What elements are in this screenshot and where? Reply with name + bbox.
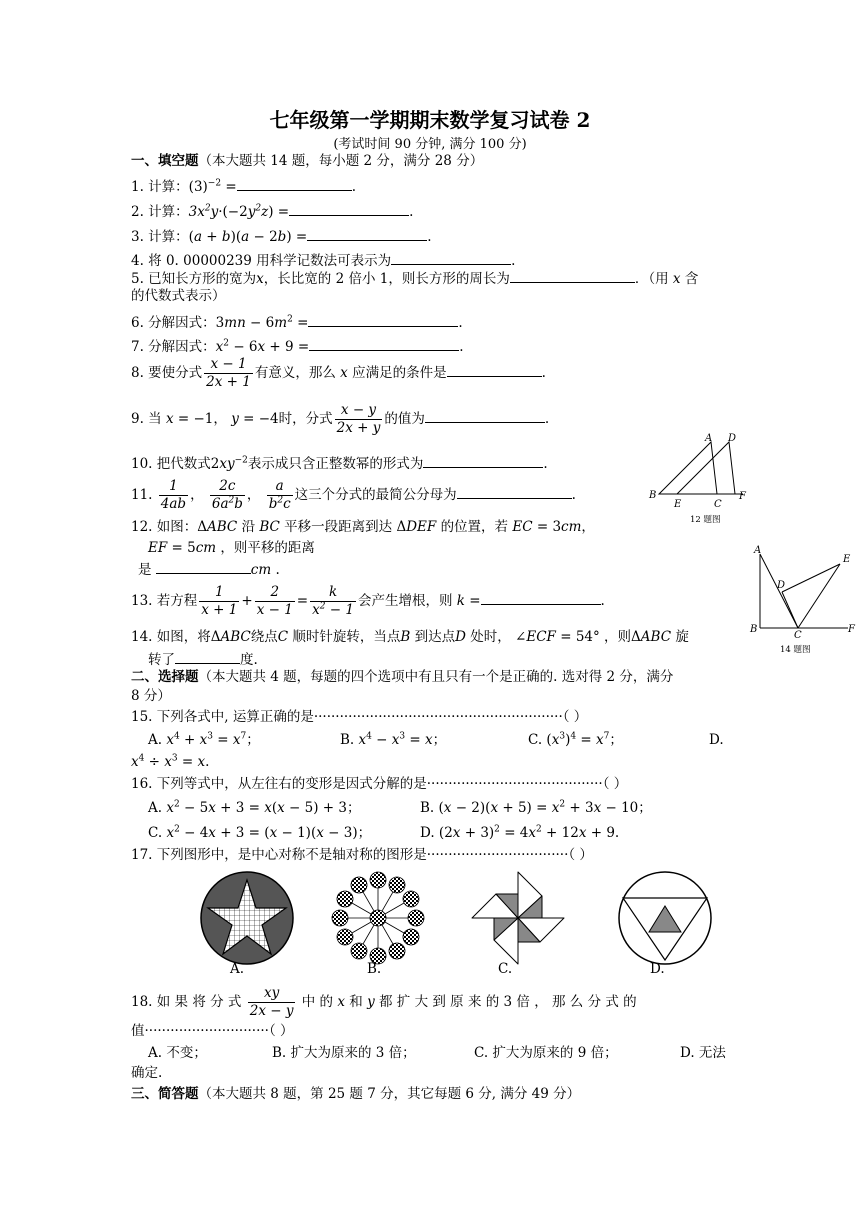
q10-part-a: 10. 把代数式 xyxy=(131,456,211,472)
q17-figure-d-triangle-icon[interactable] xyxy=(617,870,713,966)
q9-part-a: 9. 当 xyxy=(131,411,162,427)
q12-part-c: 平移一段距离到达 xyxy=(284,519,393,535)
question-5: 5. 已知长方形的宽为x，长比宽的 2 倍小 1，则长方形的周长为 ．（用 x 含 xyxy=(131,268,698,288)
q16-d-label: D. xyxy=(420,825,435,841)
q16-c-label: C. xyxy=(148,825,163,841)
question-11: 11. $\frac{1}{4ab}$ ， $\frac{2c}{6a^2b}$ ， $\frac{a}{b^2c}$ 这三个分式的最简公分母为 . xyxy=(131,478,576,512)
q12-part-h: . xyxy=(275,562,280,578)
q14-part-g: 旋 xyxy=(675,629,689,645)
q17-label-c: C. xyxy=(498,961,513,977)
q14-part-i: 度. xyxy=(240,652,258,668)
q8-part-a: 8. 要使分式 xyxy=(131,365,203,381)
q17-label-d: D. xyxy=(650,961,665,977)
q9-part-b: ， xyxy=(213,411,227,427)
q17-figure-c-pinwheel-icon[interactable] xyxy=(470,870,566,966)
q12-part-e: ， xyxy=(581,519,595,535)
q8-fraction: $\frac{x - 1}{2x + 1}$ xyxy=(206,356,251,390)
q1-lead: 1. 计算： xyxy=(131,179,189,195)
figure-12-translation-diagram xyxy=(645,430,755,528)
q14-part-h: 转了 xyxy=(148,652,175,668)
q16-option-c[interactable]: C. $x^2 - 4x + 3 = (x - 1)(x - 3)$； xyxy=(148,824,372,841)
q11-fraction-2: $\frac{2c}{6a^2b}$ xyxy=(211,478,243,512)
q5-part-a: 5. 已知长方形的宽为 xyxy=(131,271,257,287)
q5-part-d: 含 xyxy=(684,271,699,287)
question-8: 8. 要使分式 $\frac{x - 1}{2x + 1}$ 有意义，那么 x 应满足的条件是 . xyxy=(131,356,546,390)
q10-answer-blank[interactable] xyxy=(423,453,543,468)
q5-answer-blank[interactable] xyxy=(510,268,635,283)
fig12-label-f: F xyxy=(739,491,746,502)
section-3-title: 三、简答题 xyxy=(131,1086,199,1102)
question-4 xyxy=(131,250,515,270)
question-16 xyxy=(131,775,627,793)
q17-figure-b-flower-icon[interactable] xyxy=(330,870,426,966)
question-17 xyxy=(131,846,593,864)
q11-answer-blank[interactable] xyxy=(457,484,572,499)
q7-answer-blank[interactable] xyxy=(309,336,459,351)
q3-lead: 3. 计算： xyxy=(131,229,189,245)
fig14-label-b: B xyxy=(750,624,758,635)
q12-part-d: 的位置，若 xyxy=(440,519,509,535)
q1-answer-blank[interactable] xyxy=(237,176,352,191)
question-13: 13. 若方程 $\frac{1}{x + 1}$ + $\frac{2}{x - 1}$ = $\frac{k}{x^2 - 1}$ 会产生增根，则 k = . xyxy=(131,584,605,618)
q16-a-label: A. xyxy=(148,800,163,816)
q6-tail: . xyxy=(458,315,463,331)
q16-option-a[interactable]: A. $x^2 - 5x + 3 = x(x - 5) + 3$； xyxy=(148,799,361,816)
section-2-heading xyxy=(131,668,673,686)
question-6: 6. 分解因式：$3mn - 6m^2$ = . xyxy=(131,312,463,332)
question-7: 7. 分解因式：$x^2 - 6x + 9$ = . xyxy=(131,336,464,356)
q18-part-b: 中 的 xyxy=(301,994,334,1010)
question-14-cont xyxy=(148,649,258,669)
q16-b-label: B. xyxy=(420,800,435,816)
fig12-caption: 12 题图 xyxy=(690,515,721,525)
q14-part-a: 14. 如图，将 xyxy=(131,629,211,645)
fig12-label-e: E xyxy=(674,499,682,510)
q11-part-a: 11. xyxy=(131,487,153,503)
q18-part-a: 18. 如 果 将 分 式 xyxy=(131,994,242,1010)
question-3: 3. 计算：(a + b)(a − 2b) = . xyxy=(131,226,432,246)
q16-stem: 16. 下列等式中，从左往右的变形是因式分解的是·········································（ ） xyxy=(131,776,628,792)
q14-part-e: 处时， xyxy=(470,629,511,645)
q12-part-a: 12. 如图： xyxy=(131,519,198,535)
q15-b-label: B. xyxy=(340,732,355,748)
q5-part-b: ，长比宽的 2 倍小 1，则长方形的周长为 xyxy=(263,271,510,287)
section-2-heading-cont xyxy=(131,687,171,705)
page-title: 七年级第一学期期末数学复习试卷 2 xyxy=(269,108,591,132)
fig12-label-c: C xyxy=(714,499,722,510)
q8-tail: . xyxy=(541,365,546,381)
question-12-cont: EF = 5cm ，则平移的距离 xyxy=(148,540,315,556)
q18-part-e: 值·····························（ ） xyxy=(131,1023,294,1039)
q14-part-c: 顺时针旋转，当点 xyxy=(292,629,401,645)
q18-option-a[interactable]: A. 不变； xyxy=(148,1045,207,1061)
q13-fraction-3: $\frac{k}{x^2 - 1}$ xyxy=(312,584,354,618)
q15-option-d[interactable]: $x^4 \div x^3 = x$. xyxy=(131,753,210,770)
question-5-cont xyxy=(131,287,226,305)
q11-fraction-3: $\frac{a}{b^2c}$ xyxy=(268,478,291,512)
q15-a-label: A. xyxy=(148,732,163,748)
q15-option-a[interactable]: A. $x^4 + x^3 = x^7$； xyxy=(148,731,260,748)
q14-part-b: 绕点 xyxy=(250,629,278,645)
q18-part-d: 都 扩 大 到 原 来 的 3 倍 ， 那 么 分 式 的 xyxy=(379,994,637,1010)
q13-fraction-1: $\frac{1}{x + 1}$ xyxy=(201,584,238,618)
q14-part-f: ，则 xyxy=(604,629,632,645)
q7-tail: . xyxy=(459,339,464,355)
fig14-label-a: A xyxy=(754,545,762,556)
q13-tail: . xyxy=(600,593,605,609)
fig14-label-d: D xyxy=(777,580,786,591)
section-2-title: 二、选择题 xyxy=(131,669,199,685)
q6-answer-blank[interactable] xyxy=(308,312,458,327)
q13-part-a: 13. 若方程 xyxy=(131,593,198,609)
q4-tail: . xyxy=(511,253,516,269)
q8-part-b: 有意义，那么 xyxy=(254,365,336,381)
q15-stem: 15. 下列各式中, 运算正确的是··························································（ ） xyxy=(131,709,588,725)
q13-answer-blank[interactable] xyxy=(481,590,601,605)
q2-tail: . xyxy=(409,204,414,220)
q10-part-b: 表示成只含正整数幂的形式为 xyxy=(247,456,424,472)
q17-label-a: A. xyxy=(230,961,245,977)
q13-part-b: 会产生增根，则 xyxy=(357,593,453,609)
q18-option-d[interactable]: D. 无法 xyxy=(680,1045,726,1061)
q4-text: 4. 将 0. 00000239 用科学记数法可表示为 xyxy=(131,253,392,269)
q13-fraction-2: $\frac{2}{x - 1}$ xyxy=(256,584,293,618)
q9-answer-blank[interactable] xyxy=(425,408,545,423)
q16-option-d[interactable]: D. $(2x + 3)^2 = 4x^2 + 12x + 9$. xyxy=(420,824,620,841)
page-subtitle: (考试时间 90 分钟, 满分 100 分) xyxy=(333,137,527,152)
q15-c-label: C. xyxy=(528,732,543,748)
question-18: 18. 如 果 将 分 式 $\frac{xy}{2x - y}$ 中 的 x 和 y 都 扩 大 到 原 来 的 3 倍 ， 那 么 分 式 的 xyxy=(131,985,637,1019)
fig12-label-a: A xyxy=(705,433,713,444)
q18-option-d-cont: 确定. xyxy=(131,1065,163,1081)
q9-part-d: 的值为 xyxy=(384,411,425,427)
question-1: 1. 计算：$(3)^{-2}$ = . xyxy=(131,176,356,196)
section-3-note: （本大题共 8 题，第 25 题 7 分，其它每题 6 分, 满分 49 分） xyxy=(198,1086,581,1102)
q9-tail: . xyxy=(544,411,550,427)
q14-answer-blank[interactable] xyxy=(175,649,240,664)
question-10: 10. 把代数式$2xy^{-2}$表示成只含正整数幂的形式为 . xyxy=(131,453,548,473)
q18-fraction: $\frac{xy}{2x - y}$ xyxy=(249,985,294,1019)
q17-stem: 17. 下列图形中，是中心对称不是轴对称的图形是·································（ ） xyxy=(131,847,593,863)
section-3-heading xyxy=(131,1085,580,1103)
q5-part-e: 的代数式表示） xyxy=(131,288,226,304)
q12-part-g: 是 xyxy=(138,562,152,578)
question-18-cont xyxy=(131,1022,294,1040)
q15-d-label: D. xyxy=(709,732,724,748)
q11-part-b: 这三个分式的最简公分母为 xyxy=(294,487,457,503)
fig14-label-f: F xyxy=(848,624,855,635)
question-14: 14. 如图，将ΔABC绕点C 顺时针旋转，当点B 到达点D 处时， ∠ECF = 54° ，则ΔABC 旋 xyxy=(131,629,689,645)
fig14-label-c: C xyxy=(794,630,802,641)
section-1-heading xyxy=(131,152,483,170)
q16-option-b[interactable]: B. $(x - 2)(x + 5) = x^2 + 3x - 10$； xyxy=(420,799,652,816)
q17-figure-a-star-icon[interactable] xyxy=(199,870,295,966)
question-15 xyxy=(131,708,587,726)
q6-lead: 6. 分解因式： xyxy=(131,315,216,331)
q5-part-c: ．（用 xyxy=(634,271,669,287)
section-1-title: 一、填空题 xyxy=(131,153,199,169)
q18-option-b[interactable]: B. 扩大为原来的 3 倍； xyxy=(272,1045,416,1061)
q7-lead: 7. 分解因式： xyxy=(131,339,216,355)
q11-tail: . xyxy=(571,487,576,503)
q9-fraction: $\frac{x - y}{2x + y}$ xyxy=(336,402,381,436)
q14-part-d: 到达点 xyxy=(414,629,456,645)
question-12-cont2: 是 cm . xyxy=(138,559,280,579)
q10-tail: . xyxy=(543,456,548,472)
q18-part-c: 和 xyxy=(349,994,363,1010)
q2-answer-blank[interactable] xyxy=(289,201,409,216)
q11-fraction-1: $\frac{1}{4ab}$ xyxy=(160,478,187,512)
fig12-label-d: D xyxy=(728,433,737,444)
q8-answer-blank[interactable] xyxy=(447,362,542,377)
q15-option-d-label[interactable] xyxy=(709,731,724,749)
q1-tail: . xyxy=(351,179,356,195)
q15-option-c[interactable]: C. $(x^3)^4 = x^7$； xyxy=(528,731,623,748)
q12-answer-blank[interactable] xyxy=(156,559,251,574)
section-2-note: （本大题共 4 题，每题的四个选项中有且只有一个是正确的. 选对得 2 分，满分 xyxy=(198,669,674,685)
q17-label-b: B. xyxy=(367,961,382,977)
fig12-label-b: B xyxy=(649,490,657,501)
fig14-label-e: E xyxy=(843,554,851,565)
q4-answer-blank[interactable] xyxy=(391,250,511,265)
section-1-note: （本大题共 14 题，每小题 2 分，满分 28 分） xyxy=(198,153,484,169)
q9-part-c: 时，分式 xyxy=(278,411,333,427)
q18-option-c[interactable]: C. 扩大为原来的 9 倍； xyxy=(474,1045,618,1061)
q3-answer-blank[interactable] xyxy=(307,226,427,241)
fig14-caption: 14 题图 xyxy=(780,645,811,655)
q8-part-c: 应满足的条件是 xyxy=(352,365,447,381)
section-2-note-cont: 8 分） xyxy=(131,688,171,704)
question-12: 12. 如图：ΔABC 沿 BC 平移一段距离到达 ΔDEF 的位置，若 EC = 3cm， xyxy=(131,519,595,535)
question-9: 9. 当 x = −1， y = −4时，分式 $\frac{x - y}{2x + y}$ 的值为 . xyxy=(131,402,550,436)
q15-option-b[interactable]: B. $x^4 - x^3 = x$； xyxy=(340,731,447,748)
q12-part-b: 沿 xyxy=(241,519,256,535)
q12-part-f: ，则平移的距离 xyxy=(220,540,315,556)
figure-14-rotation-diagram xyxy=(748,542,858,658)
q3-tail: . xyxy=(427,229,432,245)
question-2: 2. 计算：$3x^2y\cdot(-2y^2z)$ = . xyxy=(131,201,413,221)
q2-lead: 2. 计算： xyxy=(131,204,189,220)
